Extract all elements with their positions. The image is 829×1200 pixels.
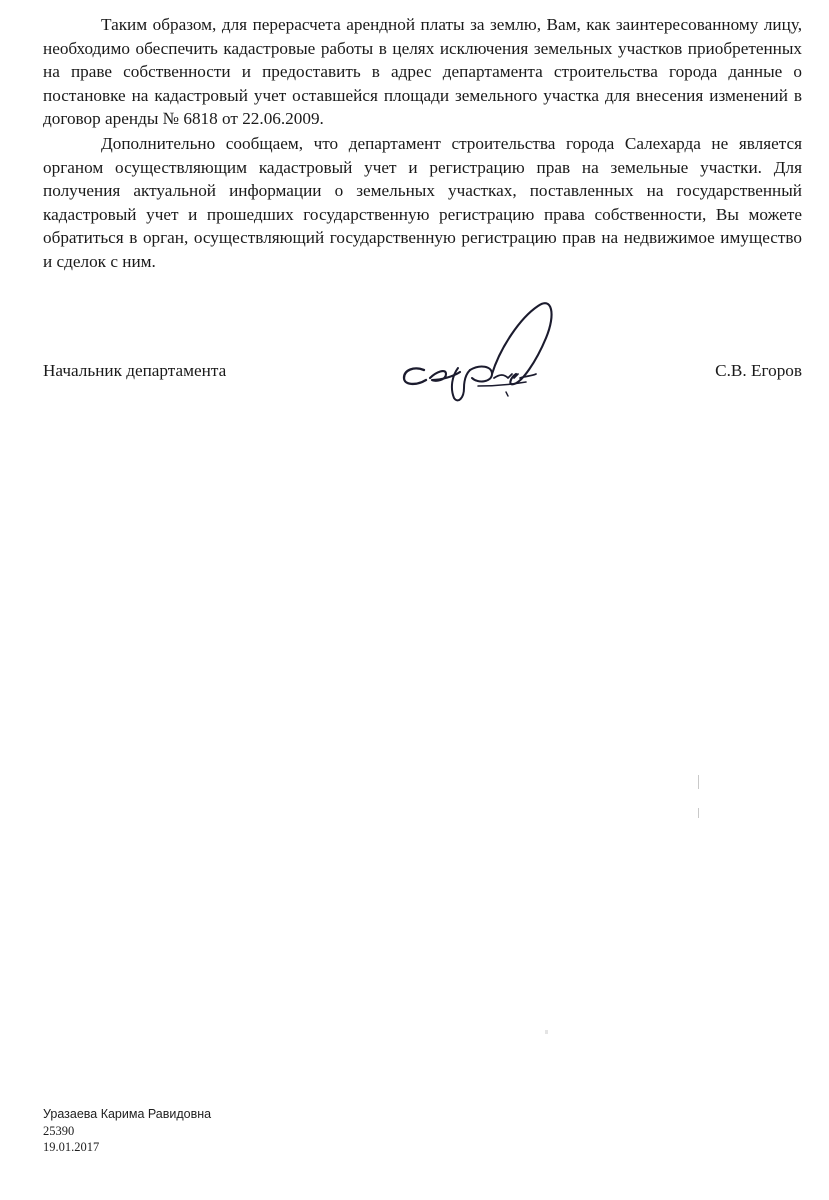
body-paragraph-2: Дополнительно сообщаем, что департамент строительства города Салехарда не является органом осуществляющим кадастровый учет и регистрацию прав на земельные участки. Для получения актуальной информации о земельных участках, поставленных на государственный кадастровый учет и прошедших государственную регистрацию права собственности, Вы можете обратиться в орган, осуществляющий государственную регистрацию прав на недвижимое имущество и сделок с ним. <box>43 134 802 271</box>
signatory-name: С.В. Егоров <box>715 361 802 380</box>
signatory-position: Начальник департамента <box>43 361 227 380</box>
executor-name: Уразаева Карима Равидовна <box>43 1107 212 1121</box>
scan-mark <box>698 808 699 818</box>
body-paragraph-1: Таким образом, для перерасчета арендной платы за землю, Вам, как заинтересованному лицу, необходимо обеспечить кадастровые работы в целях исключения земельных участков приобретенных на праве собственности и предоставить в адрес департамента строительства города данные о постановке на кадастровый учет оставшейся площади земельного участка для внесения изменений в договор аренды № 6818 от 22.06.2009. <box>43 15 802 129</box>
executor-info <box>43 1106 211 1156</box>
executor-phone: 25390 <box>43 1123 75 1138</box>
executor-date: 19.01.2017 <box>43 1140 100 1154</box>
handwritten-signature <box>396 288 556 406</box>
scan-mark <box>545 1030 548 1034</box>
scan-mark <box>698 775 699 789</box>
